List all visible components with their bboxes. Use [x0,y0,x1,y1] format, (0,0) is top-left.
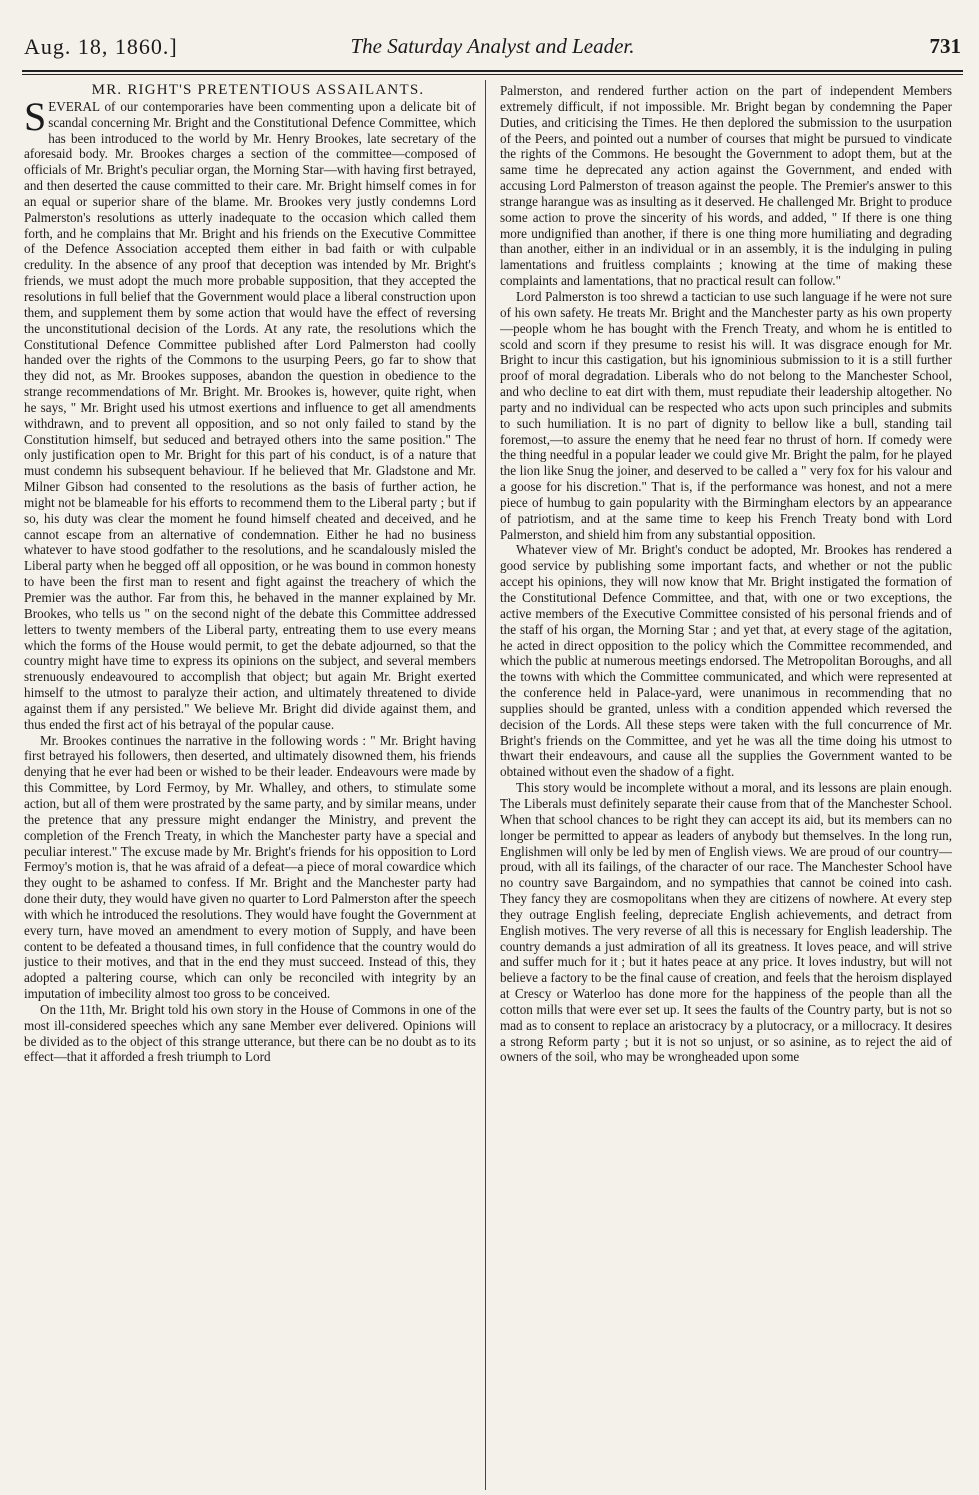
continued-paragraph: Palmerston, and rendered further action on the part of independent Members extremely difficult, if not impossible. Mr. Bright began by condemning the Paper Duties, and criticising the Times. He then deplored the submission to the usurpation of the Peers, and pointed out a number of courses that might be pursued to vindicate the rights of the Commons. He besought the Government to adopt them, but at the same time he deprecated any action against the Government, and ended with accusing Lord Palmerston of treason against the people. The Premier's answer to this strange harangue was as insulting as it deserved. He challenged Mr. Bright to produce some action to prove the sincerity of his words, and added, " If there is one thing more undignified than another, if there is one thing more humiliating and degrading than another, either in an individual or in an assembly, it is the indulging in puling lamentations and fruitless complaints ; knowing at the time of making these complaints and lamentations, that no practical result can follow." [500,83,952,289]
article-paragraph: Lord Palmerston is too shrewd a tactician to use such language if he were not sure of his own safety. He treats Mr. Bright and the Manchester party as his own property—people whom he has bought with the French Treaty, and whom he is entitled to scold and scorn if they presume to resist his will. It was disgrace enough for Mr. Bright to incur this castigation, but his ignominious submission to it is a still further proof of moral degradation. Liberals who do not belong to the Manchester School, and who decline to eat dirt with them, must repudiate their leadership altogether. No party and no individual can be respected who acts upon such principles and submits to such humiliation. It is no part of dignity to bellow like a bull, standing tail foremost,—to assure the enemy that he need fear no thrust of horn. If comedy were the thing needful in a popular leader we could give Mr. Bright the palm, for he played the lion like Snug the joiner, and deserved to be called a " very fox for his valour and a goose for his discretion." That is, if the performance was honest, and not a mere piece of humbug to gain popularity with the Birmingham electors by an appearance of patriotism, and at the same time to keep his French Treaty bond with Lord Palmerston, and shield him from any substantial opposition. [500,288,952,542]
article-paragraph [24,93,476,733]
page-header [24,34,961,66]
issue-date: Aug. 18, 1860.] [24,34,178,59]
column-divider [485,80,486,1490]
article-title: MR. RIGHT'S PRETENTIOUS ASSAILANTS. [91,83,425,98]
article-paragraph: Mr. Brookes continues the narrative in the following words : " Mr. Bright having first betrayed his followers, then deserted, and ultimately disowned them, his friends denying that he ever had been or wished to be their leader. Endeavours were made by this Committee, by Lord Fermoy, by Mr. Whalley, and others, to stimulate some action, but all of them were prostrated by the same party, and by similar means, under the pretence that any pressure might endanger the Ministry, and prevent the completion of the French Treaty, in which the Manchester party have a special and peculiar interest." The excuse made by Mr. Bright's friends for his opposition to Lord Fermoy's motion is, that he was afraid of a defeat—a piece of moral cowardice which they ought to be ashamed to confess. If Mr. Bright and the Manchester party had done their duty, they would have given no quarter to Lord Palmerston after the speech with which he introduced the resolutions. They would have fought the Government at every turn, have moved an amendment to every motion of Supply, and have been content to be defeated a thousand times, in full confidence that the country would do justice to their motives, and that in the end they must succeed. Instead of this, they adopted a paltering course, which can only be reconciled with integrity by an imputation of imbecility almost too gross to be conceived. [24,732,476,1002]
article-paragraph: Whatever view of Mr. Bright's conduct be adopted, Mr. Brookes has rendered a good service by publishing some important facts, and whether or not the public accept his opinions, they will now know that Mr. Bright instigated the formation of the Constitutional Defence Committee, and that, with one or two exceptions, the active members of the Executive Committee consisted of his personal friends and of the staff of his organ, the Morning Star ; and yet that, at every stage of the agitation, he acted in direct opposition to the policy which the Committee recommended, and which the public at numerous meetings endorsed. The Metropolitan Boroughs, and all the towns with which the Committee communicated, and which were represented at the conference held in Palace-yard, were unanimous in recommending that no supplies should be granted, unless with a condition appended which reversed the decision of the Lords. All these steps were taken with the full concurrence of Mr. Bright's friends on the Committee, and yet he was all the time doing his utmost to thwart their endeavours, and cause all the supplies the Government wanted to be obtained without even the shadow of a fight. [500,542,952,780]
header-rule-thin [22,74,963,75]
drop-cap: S [24,93,47,139]
article-paragraph: This story would be incomplete without a moral, and its lessons are plain enough. The Liberals must definitely separate their cause from that of the Manchester School. When that school chances to be right they can accept its aid, but its members can no longer be permitted to appear as leaders of anybody but themselves. In the long run, Englishmen will only be led by men of English views. We are proud of our country—proud, with all its failings, of the character of our race. The Manchester School have no country save Bargaindom, and no sympathies that cannot be coined into cash. They fancy they are cosmopolitans when they are citizens of nowhere. At every step they outrage English feeling, depreciate English achievements, and detract from English motives. The very reverse of all this is necessary for English leadership. The country demands a just admiration of all its greatness. It loves peace, and will strive and suffer much for it ; but it hates peace at any price. It loves industry, but will not believe a factory to be the final cause of creation, and feels that the heroism displayed at Crescy or Waterloo has done more for the happiness of the people than all the cotton mills that were ever set up. It sees the faults of the Country party, but is not so mad as to consent to replace an aristocracy by a plutocracy, or a millocracy. It desires a strong Reform party ; but it is not so unjust, or so asinine, as to reject the aid of owners of the soil, who may be wrongheaded upon some [500,780,952,1065]
right-column [500,83,952,1453]
publication-title: The Saturday Analyst and Leader. [350,34,635,58]
page-number: 731 [929,34,961,58]
left-column [24,83,476,1453]
article-paragraph: On the 11th, Mr. Bright told his own story in the House of Commons in one of the most ill-considered speeches which any sane Member ever delivered. Opinions will be divided as to the object of this strange utterance, but there can be no doubt as to its effect—that it afforded a fresh triumph to Lord [24,1001,476,1065]
first-paragraph-text: EVERAL of our contemporaries have been commenting upon a delicate bit of scandal concerning Mr. Bright and the Constitutional Defence Committee, which has been introduced to the world by Mr. Henry Brookes, late secretary of the aforesaid body. Mr. Brookes charges a section of the committee—composed of officials of Mr. Bright's peculiar organ, the Morning Star—with having first betrayed, and then deserted the cause committed to their care. Mr. Bright himself comes in for an equal or superior share of the blame. Mr. Brookes very justly condemns Lord Palmerston's resolutions as utterly inadequate to the occasion which called them forth, and he complains that Mr. Bright and his friends on the Executive Committee of the Defence Association accepted them either in bad faith or with culpable credulity. In the absence of any proof that deception was intended by Mr. Bright's friends, we must adopt the much more probable supposition, that they accepted the resolutions in full belief that the Government would place a liberal construction upon them, and supplement them by some action that would have the effect of reversing the unconstitutional decision of the Lords. At any rate, the resolutions which the Constitutional Defence Committee published after Lord Palmerston had coolly handed over the rights of the Commons to the usurping Peers, go far to show that they did not, as Mr. Brookes supposes, abandon the question in obedience to the strange recommendations of Mr. Bright. Mr. Brookes is, however, quite right, when he says, " Mr. Bright used his utmost exertions and influence to get all amendments withdrawn, and to prevent all opposition, and so not only failed to stand by the Constitution himself, but seduced and betrayed others into the same position." The only justification open to Mr. Bright for this part of his conduct, is of a nature that must condemn his subsequent behaviour. If he believed that Mr. Gladstone and Mr. Milner Gibson had consented to the resolutions as the basis of further action, he might not be blameable for his efforts to recommend them to the Liberal party ; but if so, his duty was clear the moment he found himself cheated and deceived, and he cannot escape from an alternative of condemnation. Either he had no business whatever to have stood godfather to the resolutions, and he scandalously misled the Liberal party when he begged off all opposition, or he was bound in common honesty to have been the first man to resent and fight against the treachery of which the Premier was the author. Far from this, he behaved in the manner explained by Mr. Brookes, who tells us " on the second night of the debate this Committee addressed letters to twenty members of the Liberal party, entreating them to use every means which the forms of the House would permit, to get the debate adjourned, so that the country might have time to express its opinions on the subject, and several members strenuously endeavoured to accomplish that object; but again Mr. Bright exerted himself to the utmost to paralyze their action, and ultimately threatened to divide against them if any persisted." We believe Mr. Bright did divide against them, and thus ended the first act of his betrayal of the popular cause. [24,98,476,732]
header-rule [22,70,963,72]
